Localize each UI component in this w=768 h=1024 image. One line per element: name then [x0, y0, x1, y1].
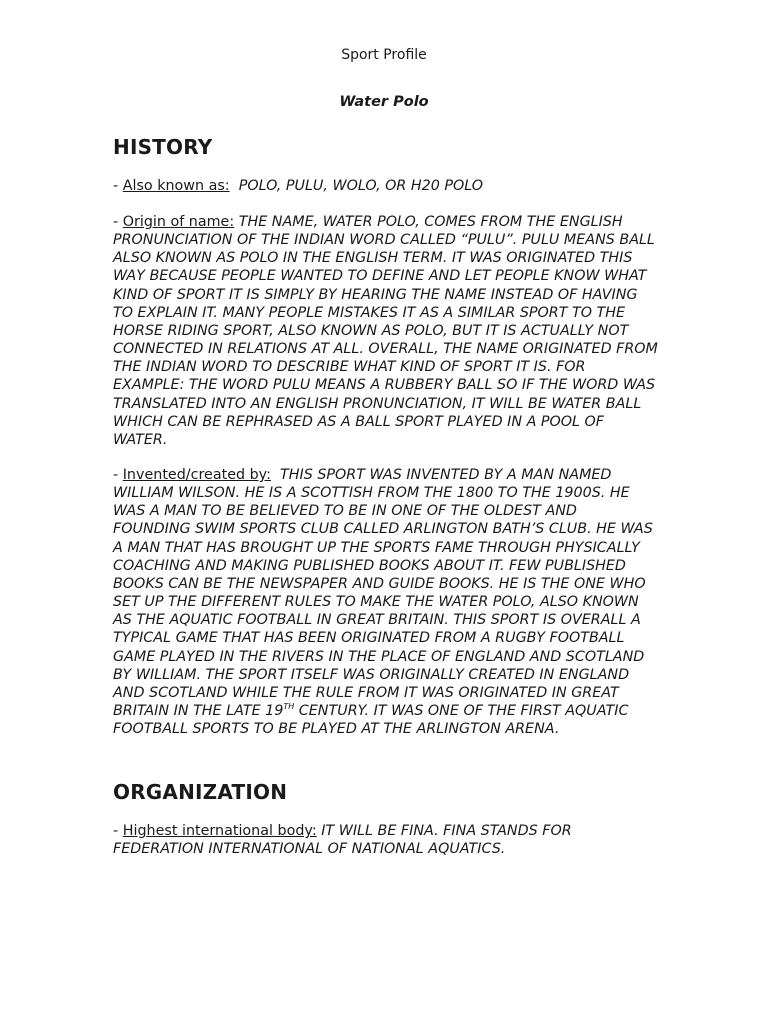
invented-by-text-2: CENTURY. IT WAS ONE OF THE FIRST AQUATIC FOOTBALL SPORTS TO BE PLAYED AT THE ARLINGTON ARENA.: [113, 703, 629, 738]
invented-by-value: [113, 467, 653, 737]
invented-by-text-1: THIS SPORT WAS INVENTED BY A MAN NAMED WILLIAM WILSON. HE IS A SCOTTISH FROM THE 1800 TO THE 1900S. HE WAS A MAN TO BE BELIEVED TO BE IN ONE OF THE OLDEST AND FOUNDING SWIM SPORTS CLUB CALLED ARLINGTON BATH’S CLUB. HE WAS A MAN THAT HAS BROUGHT UP THE SPORTS FAME THROUGH PHYSICALLY COACHING AND MAKING PUBLISHED BOOKS ABOUT IT. FEW PUBLISHED BOOKS CAN BE THE NEWSPAPER AND GUIDE BOOKS. HE IS THE ONE WHO SET UP THE DIFFERENT RULES TO MAKE THE WATER POLO, ALSO KNOWN AS THE AQUATIC FOOTBALL IN GREAT BRITAIN. THIS SPORT IS OVERALL A TYPICAL GAME THAT HAS BEEN ORIGINATED FROM A RUGBY FOOTBALL GAME PLAYED IN THE RIVERS IN THE PLACE OF ENGLAND AND SCOTLAND BY WILLIAM. THE SPORT ITSELF WAS ORIGINALLY CREATED IN ENGLAND AND SCOTLAND WHILE THE RULE FROM IT WAS ORIGINATED IN GREAT BRITAIN IN THE LATE 19: [113, 467, 653, 720]
bullet: -: [113, 823, 123, 839]
origin-of-name-label: Origin of name:: [122, 214, 235, 230]
also-known-as-paragraph: [113, 177, 658, 195]
highest-body-label: Highest international body:: [122, 823, 317, 839]
ordinal-superscript: TH: [283, 702, 295, 712]
also-known-as-label: Also known as:: [122, 178, 230, 194]
bullet: -: [113, 178, 123, 194]
highest-body-paragraph: [113, 822, 658, 858]
sport-name: Water Polo: [339, 94, 429, 110]
invented-by-paragraph: [113, 466, 658, 738]
also-known-as-value: POLO, PULU, WOLO, OR H20 POLO: [238, 178, 484, 194]
document-title: Sport Profile: [341, 47, 427, 63]
origin-of-name-paragraph: [113, 213, 658, 449]
organization-heading: ORGANIZATION: [113, 780, 288, 804]
highest-body-value: IT WILL BE FINA. FINA STANDS FOR FEDERATION INTERNATIONAL OF NATIONAL AQUATICS.: [113, 823, 572, 858]
history-heading: HISTORY: [113, 135, 213, 159]
invented-by-label: Invented/created by:: [122, 467, 271, 483]
origin-of-name-value: THE NAME, WATER POLO, COMES FROM THE ENGLISH PRONUNCIATION OF THE INDIAN WORD CALLED “PULU”. PULU MEANS BALL ALSO KNOWN AS POLO IN THE ENGLISH TERM. IT WAS ORIGINATED THIS WAY BECAUSE PEOPLE WANTED TO DEFINE AND LET PEOPLE KNOW WHAT KIND OF SPORT IT IS SIMPLY BY HEARING THE NAME INSTEAD OF HAVING TO EXPLAIN IT. MANY PEOPLE MISTAKES IT AS A SIMILAR SPORT TO THE HORSE RIDING SPORT, ALSO KNOWN AS POLO, BUT IT IS ACTUALLY NOT CONNECTED IN RELATIONS AT ALL. OVERALL, THE NAME ORIGINATED FROM THE INDIAN WORD TO DESCRIBE WHAT KIND OF SPORT IT IS. FOR EXAMPLE: THE WORD PULU MEANS A RUBBERY BALL SO IF THE WORD WAS TRANSLATED INTO AN ENGLISH PRONUNCIATION, IT WILL BE WATER BALL WHICH CAN BE REPHRASED AS A BALL SPORT PLAYED IN A POOL OF WATER.: [113, 214, 658, 448]
bullet: -: [113, 467, 123, 483]
bullet: -: [113, 214, 123, 230]
